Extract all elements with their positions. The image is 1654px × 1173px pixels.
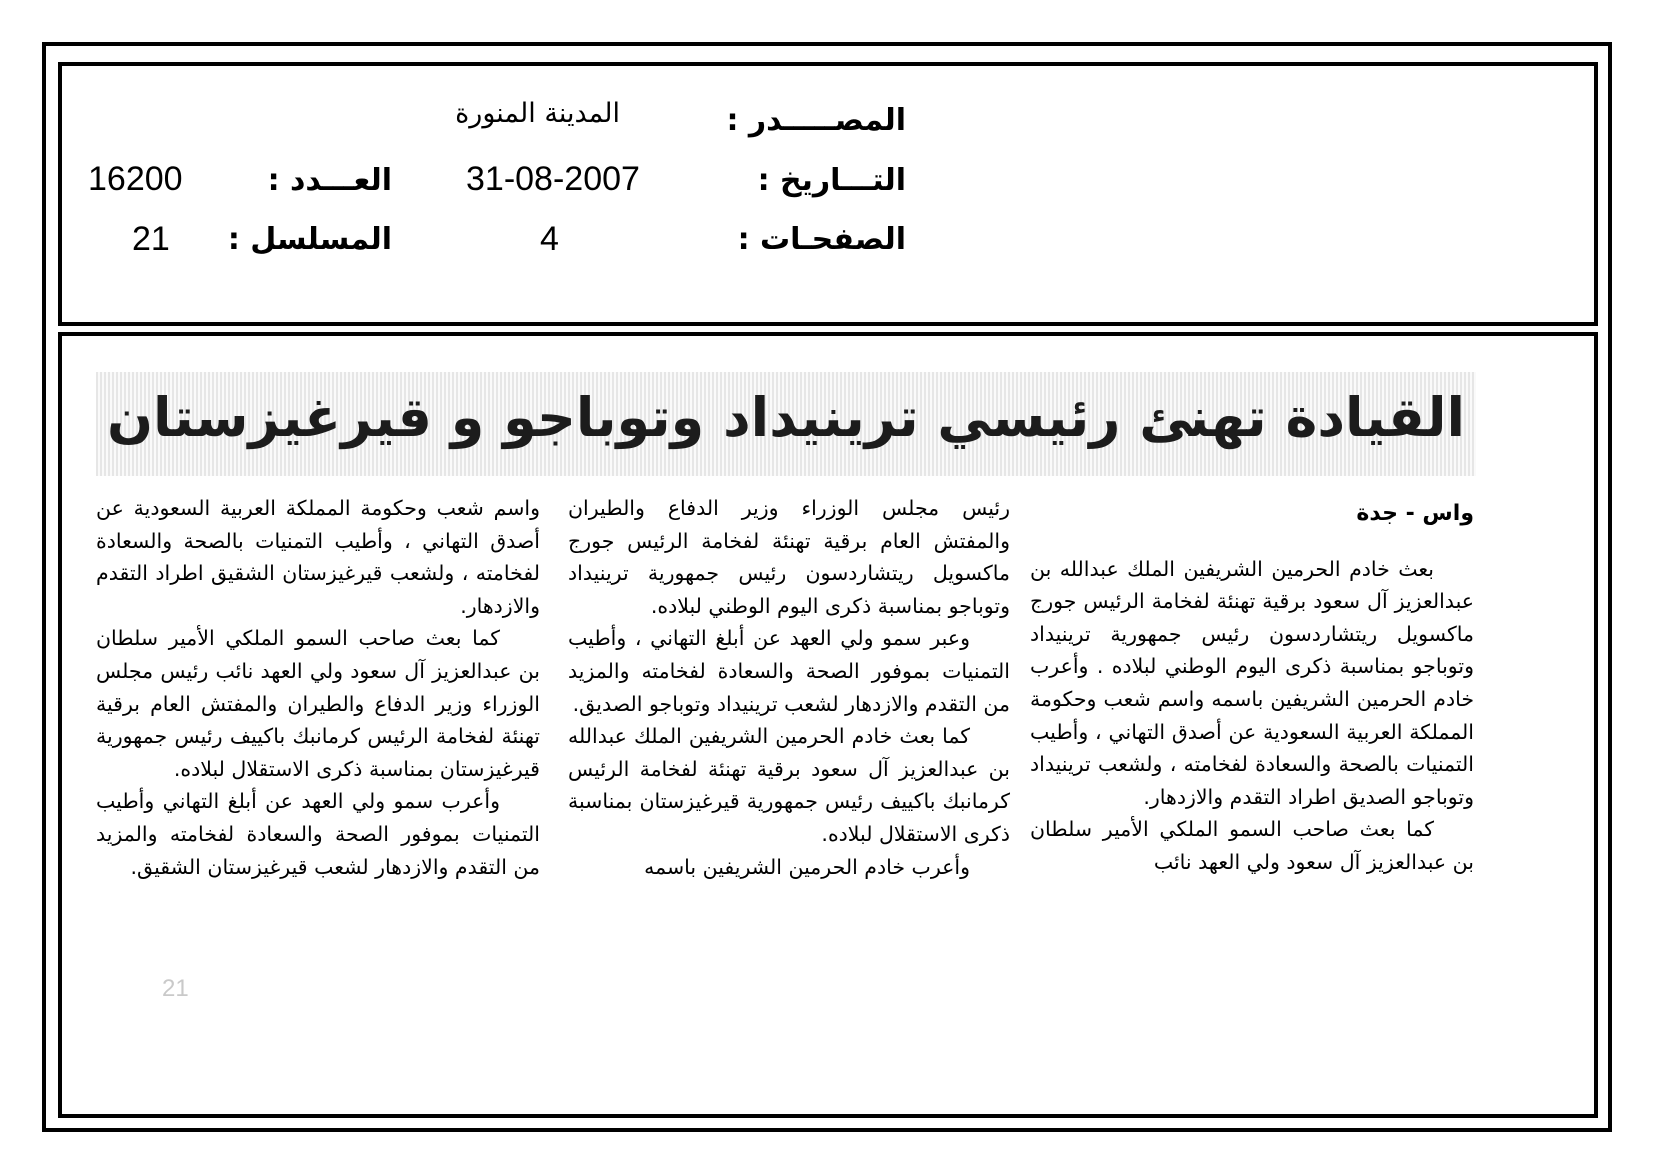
paragraph: وأعرب سمو ولي العهد عن أبلغ التهاني وأطيب التمنيات بموفور الصحة والسعادة لفخامته والمزيد من التقدم والازدهار لشعب قيرغيزستان الشقيق.: [96, 789, 540, 879]
source-label: المصـــــدر :: [726, 103, 906, 138]
date-label: التـــاريخ :: [757, 163, 906, 198]
paragraph: بعث خادم الحرمين الشريفين الملك عبدالله بن عبدالعزيز آل سعود برقية تهنئة لفخامة الرئيس جورج ماكسويل ريتشاردسون رئيس جمهورية ترينيداد وتوباجو بمناسبة ذكرى اليوم الوطني لبلاده . وأعرب خادم الحرمين الشريفين باسمه واسم شعب وحكومة المملكة العربية السعودية عن أصدق التهاني ، وأطيب التمنيات بالصحة والسعادة لفخامته ، ولشعب ترينيداد وتوباجو الصديق اطراد التقدم والازدهار.: [1030, 556, 1474, 809]
paragraph: وأعرب خادم الحرمين الشريفين باسمه: [644, 854, 970, 879]
source-value: المدينة المنورة: [455, 98, 620, 129]
faded-serial-mark: 21: [162, 975, 189, 1002]
article-column-3: [96, 492, 540, 883]
article-dateline: واس - جدة: [1356, 501, 1474, 526]
serial-label: المسلسل :: [227, 222, 392, 257]
paragraph: كما بعث صاحب السمو الملكي الأمير سلطان بن عبدالعزيز آل سعود ولي العهد نائب: [1030, 817, 1474, 874]
pages-value: 4: [540, 220, 559, 258]
article-column-2: [568, 492, 1010, 883]
issue-value: 16200: [88, 160, 183, 198]
headline-banner: [96, 372, 1476, 476]
article-headline: القيادة تهنئ رئيسي ترينيداد وتوباجو و قيرغيزستان: [106, 386, 1466, 449]
serial-value: 21: [132, 220, 170, 258]
paragraph: واسم شعب وحكومة المملكة العربية السعودية عن أصدق التهاني ، وأطيب التمنيات بالصحة والسعادة لفخامته ، ولشعب قيرغيزستان الشقيق اطراد التقدم والازدهار.: [96, 496, 540, 618]
date-value: 31-08-2007: [466, 160, 640, 198]
article-column-1: [1030, 498, 1474, 879]
issue-label: العـــدد :: [267, 163, 392, 198]
pages-label: الصفحـات :: [737, 222, 906, 257]
paragraph: كما بعث صاحب السمو الملكي الأمير سلطان بن عبدالعزيز آل سعود ولي العهد نائب رئيس مجلس الوزراء وزير الدفاع والطيران والمفتش العام برقية تهنئة لفخامة الرئيس كرمانبك باكييف رئيس جمهورية قيرغيزستان بمناسبة ذكرى الاستقلال لبلاده.: [96, 626, 540, 781]
paragraph: وعبر سمو ولي العهد عن أبلغ التهاني ، وأطيب التمنيات بموفور الصحة والسعادة لفخامته والمزيد من التقدم والازدهار لشعب ترينيداد وتوباجو الصديق.: [568, 626, 1010, 716]
paragraph: رئيس مجلس الوزراء وزير الدفاع والطيران والمفتش العام برقية تهنئة لفخامة الرئيس جورج ماكسويل ريتشاردسون رئيس جمهورية ترينيداد وتوباجو بمناسبة ذكرى اليوم الوطني لبلاده.: [568, 496, 1010, 618]
paragraph: كما بعث خادم الحرمين الشريفين الملك عبدالله بن عبدالعزيز آل سعود برقية تهنئة لفخامة الرئيس كرمانبك باكييف رئيس جمهورية قيرغيزستان بمناسبة ذكرى الاستقلال لبلاده.: [568, 724, 1010, 846]
